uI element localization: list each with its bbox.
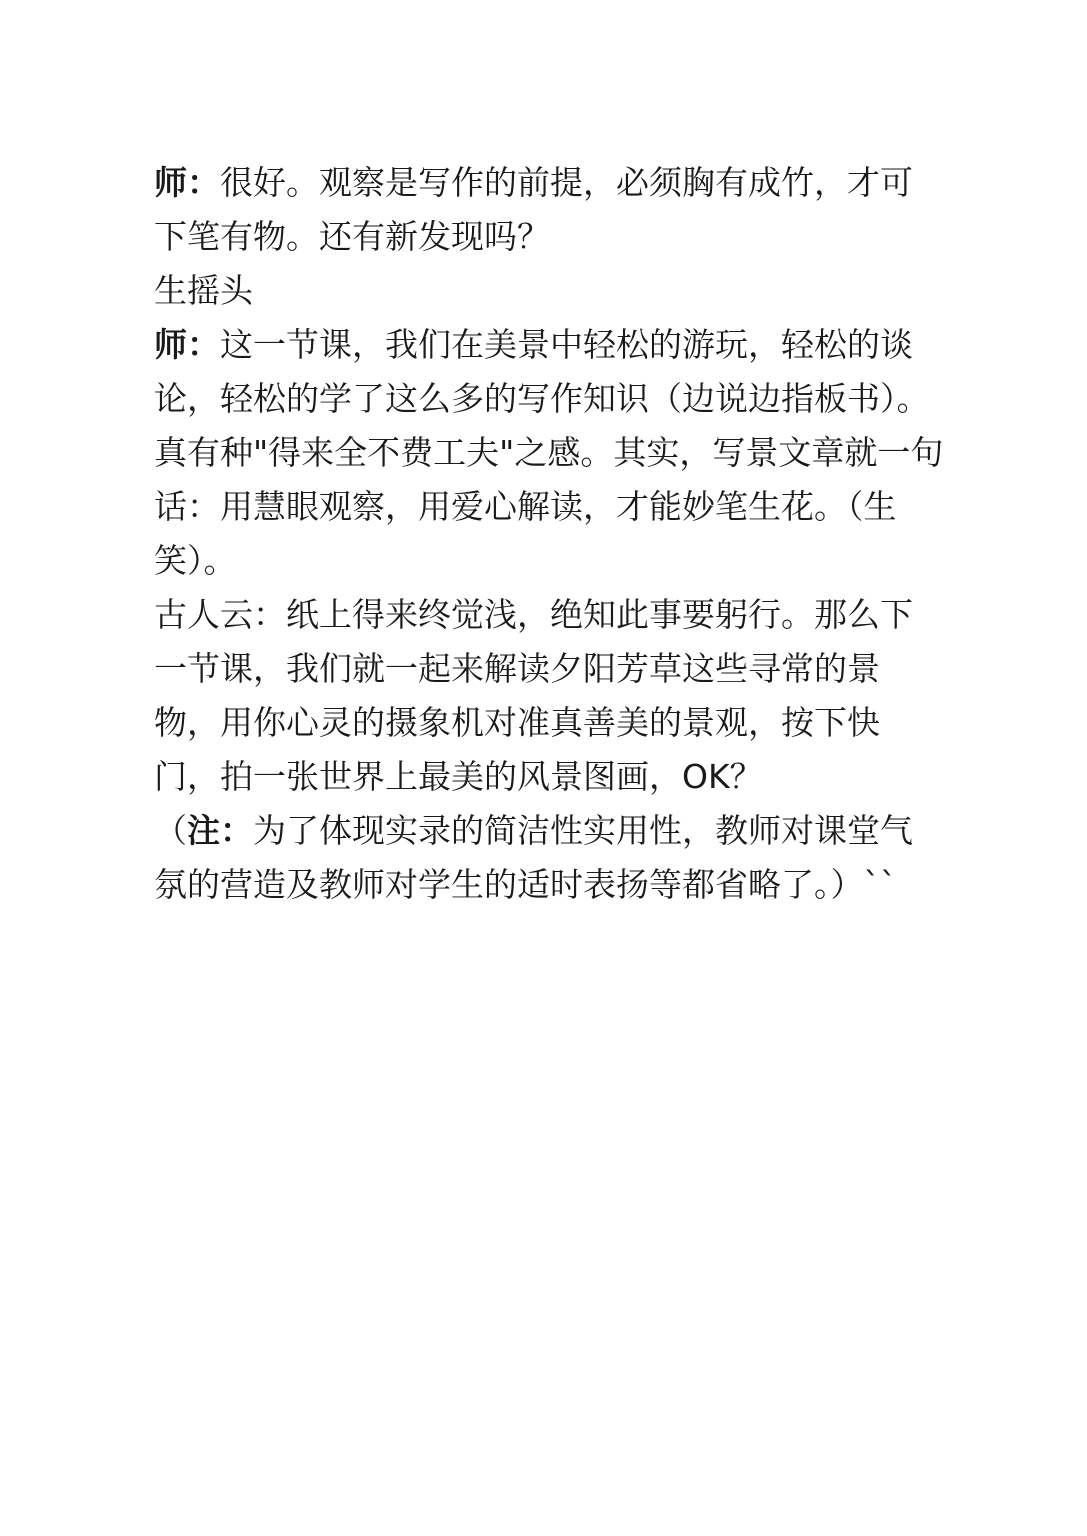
note-text: 为了体现实录的简洁性实用性，教师对课堂气氛的营造及教师对学生的适时表扬等都省略了。）``: [154, 811, 913, 904]
speaker-label: 师：: [154, 163, 220, 202]
paragraph-teacher-1: [154, 156, 944, 264]
paragraph-text: 古人云：纸上得来终觉浅，绝知此事要躬行。那么下一节课，我们就一起来解读夕阳芳草这些寻常的景物，用你心灵的摄象机对准真善美的景观，按下快门，拍一张世界上最美的风景图画，OK？: [154, 595, 913, 796]
paragraph-text: 这一节课，我们在美景中轻松的游玩，轻松的谈论，轻松的学了这么多的写作知识（边说边指板书）。真有种"得来全不费工夫"之感。其实，写景文章就一句话：用慧眼观察，用爱心解读，才能妙笔生花。（生笑）。: [154, 325, 944, 580]
speaker-label: 师：: [154, 325, 220, 364]
paragraph-student: [154, 264, 944, 318]
paragraph-text: 生摇头: [154, 271, 253, 310]
paragraph-quote: [154, 588, 944, 804]
note-open-paren: （: [154, 811, 187, 850]
paragraph-teacher-2: [154, 318, 944, 588]
paragraph-text: 很好。观察是写作的前提，必须胸有成竹，才可下笔有物。还有新发现吗？: [154, 163, 913, 256]
paragraph-note: [154, 804, 944, 912]
note-label: 注：: [187, 811, 253, 850]
document-body: [154, 156, 944, 912]
